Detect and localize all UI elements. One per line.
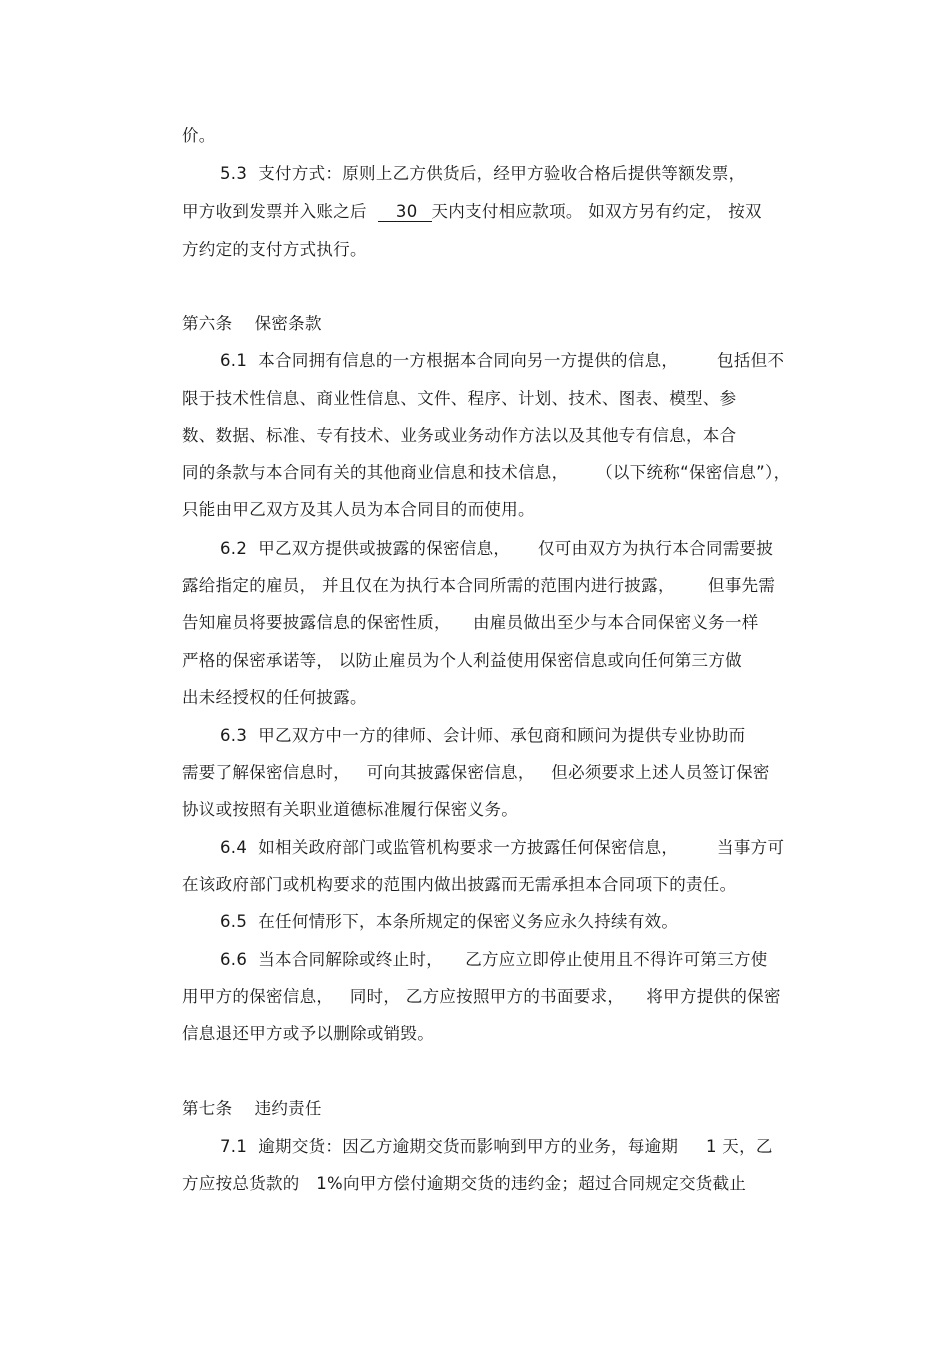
clause-6-2-line-2: 露给指定的雇员， 并且仅在为执行本合同所需的范围内进行披露， 但事先需 (182, 576, 776, 595)
clause-7-1-line-1: 7.1 逾期交货：因乙方逾期交货而影响到甲方的业务，每逾期 1 天，乙 (220, 1137, 773, 1156)
clause-6-4-line-1: 6.4 如相关政府部门或监管机构要求一方披露任何保密信息， 当事方可 (220, 838, 785, 857)
clause-6-3-line-2: 需要了解保密信息时， 可向其披露保密信息， 但必须要求上述人员签订保密 (182, 763, 770, 782)
clause-5-3-line-2 (182, 202, 762, 222)
clause-5-3-text-before-blank: 甲方收到发票并入账之后 (182, 202, 378, 221)
clause-6-5-line-1: 6.5 在任何情形下，本条所规定的保密义务应永久持续有效。 (220, 912, 679, 931)
clause-7-1-line-2: 方应按总货款的 1%向甲方偿付逾期交货的违约金；超过合同规定交货截止 (182, 1174, 747, 1193)
clause-6-6-line-3: 信息退还甲方或予以删除或销毁。 (182, 1024, 434, 1043)
clause-6-1-line-1: 6.1 本合同拥有信息的一方根据本合同向另一方提供的信息， 包括但不 (220, 351, 785, 370)
section7-heading: 第七条 违约责任 (182, 1099, 322, 1118)
clause-6-3-line-3: 协议或按照有关职业道德标准履行保密义务。 (182, 800, 518, 819)
clause-6-1-line-3: 数、数据、标准、专有技术、业务或业务动作方法以及其他专有信息，本合 (182, 426, 737, 445)
clause-6-4-line-2: 在该政府部门或机构要求的范围内做出披露而无需承担本合同项下的责任。 (182, 875, 737, 894)
clause-6-2-line-1: 6.2 甲乙双方提供或披露的保密信息， 仅可由双方为执行本合同需要披 (220, 539, 774, 558)
clause-6-6-line-2: 用甲方的保密信息， 同时， 乙方应按照甲方的书面要求， 将甲方提供的保密 (182, 987, 781, 1006)
section6-heading: 第六条 保密条款 (182, 314, 322, 333)
clause-5-3-line-1: 5.3 支付方式：原则上乙方供货后，经甲方验收合格后提供等额发票， (220, 164, 746, 183)
payment-days-blank: 30 (378, 203, 432, 222)
clause-6-2-line-5: 出未经授权的任何披露。 (182, 688, 367, 707)
clause-6-6-line-1: 6.6 当本合同解除或终止时， 乙方应立即停止使用且不得许可第三方使 (220, 950, 768, 969)
section5-tail: 价。 (182, 126, 216, 145)
clause-6-1-line-5: 只能由甲乙双方及其人员为本合同目的而使用。 (182, 500, 535, 519)
clause-5-3-text-after-blank: 天内支付相应款项。 如双方另有约定， 按双 (431, 202, 762, 221)
clause-6-1-line-4: 同的条款与本合同有关的其他商业信息和技术信息， （以下统称“保密信息”）， (182, 463, 791, 482)
clause-6-1-line-2: 限于技术性信息、商业性信息、文件、程序、计划、技术、图表、模型、参 (182, 389, 737, 408)
clause-6-3-line-1: 6.3 甲乙双方中一方的律师、会计师、承包商和顾问为提供专业协助而 (220, 726, 746, 745)
clause-6-2-line-3: 告知雇员将要披露信息的保密性质， 由雇员做出至少与本合同保密义务一样 (182, 613, 759, 632)
clause-6-2-line-4: 严格的保密承诺等， 以防止雇员为个人利益使用保密信息或向任何第三方做 (182, 651, 742, 670)
clause-5-3-line-3: 方约定的支付方式执行。 (182, 240, 367, 259)
